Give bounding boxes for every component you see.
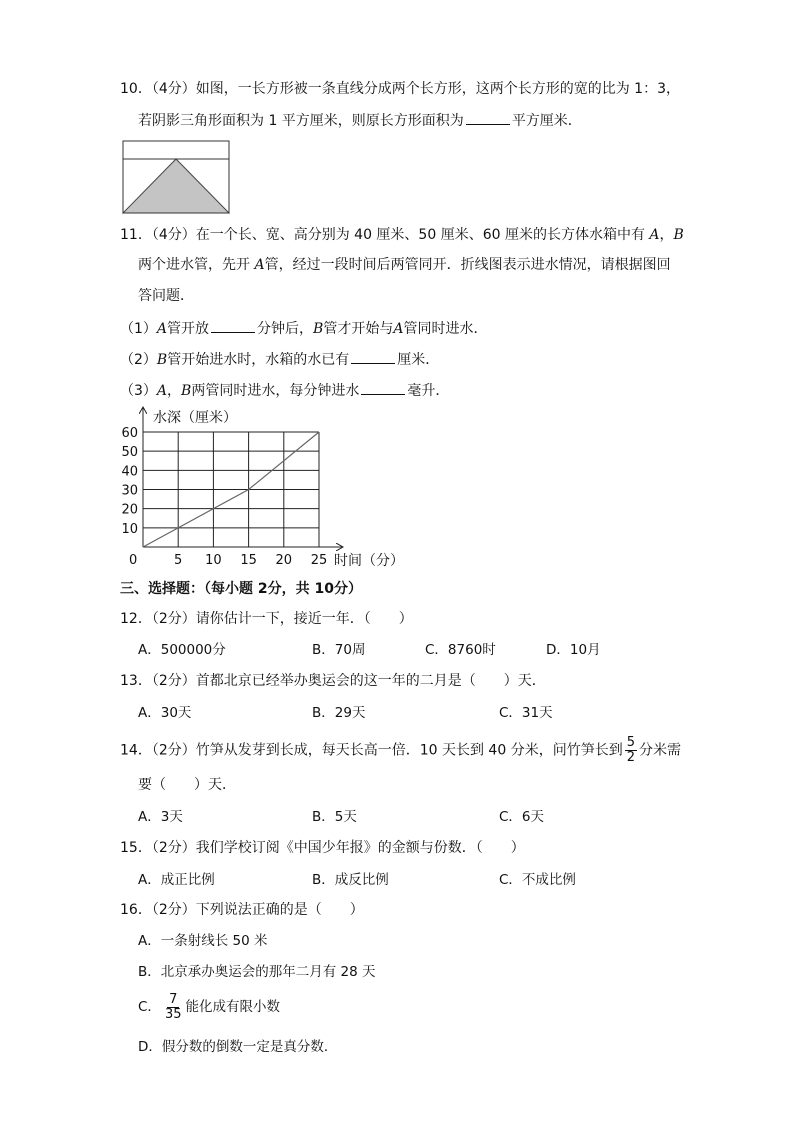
y-tick-label: 30: [121, 483, 138, 499]
sep: ，: [167, 383, 182, 399]
q10-rectangle-figure: [122, 140, 232, 215]
sub1-text: 管开放: [167, 321, 210, 337]
q16-option-c[interactable]: [138, 990, 280, 1024]
q11-line1-text: 11．（4分）在一个长、宽、高分别为 40 厘米、50 厘米、60 厘米的长方体水箱中有: [120, 227, 650, 243]
q16-option-a[interactable]: A．一条射线长 50 米: [138, 933, 268, 949]
q10-unit: 平方厘米．: [511, 113, 582, 129]
sub3-text: 两管同时进水，每分钟进水: [191, 383, 360, 399]
q11-sub1: [120, 318, 487, 338]
pipe-b: B: [673, 227, 684, 243]
q14-stem-text2: 分米需: [638, 742, 681, 759]
x-tick-label: 20: [275, 553, 293, 568]
sub2-text: 管开始进水时，水箱的水已有: [167, 352, 350, 368]
q14-stem-cont: 要（ ）天．: [138, 777, 236, 793]
q14-stem-text: 14．（2分）竹笋从发芽到长成，每天长高一倍．10 天长到 40 分米，问竹笋长到: [120, 742, 623, 759]
y-tick-label: 40: [121, 464, 138, 480]
sub1-text2: 分钟后，: [257, 321, 314, 337]
pipe-b: B: [156, 352, 168, 368]
section3-note: （每小题 2分，共 10分）: [204, 581, 362, 597]
q12-option-b[interactable]: B．70周: [312, 642, 366, 658]
pipe-a: A: [156, 383, 168, 399]
chart-grid: [143, 432, 319, 547]
q16-c-prefix: C．: [138, 999, 161, 1015]
y-tick-label: 10: [121, 521, 138, 537]
pipe-a: A: [156, 321, 168, 337]
sub1-text4: 管同时进水．: [403, 321, 488, 337]
q11-line1: [120, 226, 684, 244]
q16-option-b[interactable]: B．北京承办奥运会的那年二月有 28 天: [138, 964, 376, 980]
q16-option-d[interactable]: D．假分数的倒数一定是真分数．: [138, 1039, 338, 1055]
q16-c-fraction: [163, 993, 184, 1022]
sub3-num: （3）: [120, 383, 157, 399]
pipe-b: B: [181, 383, 192, 399]
q11-sub1-blank[interactable]: [211, 318, 255, 333]
q11-line2-rest: 管，经过一段时间后两管同开．折线图表示进水情况，请根据图回: [264, 257, 671, 273]
sub1-text3: 管才开始与: [323, 321, 394, 337]
pipe-b: B: [313, 321, 324, 337]
q16-c-text: 能化成有限小数: [185, 999, 280, 1015]
q11-sub2-blank[interactable]: [351, 349, 395, 364]
q15-option-b[interactable]: B．成反比例: [312, 872, 389, 888]
x-tick-label: 10: [205, 553, 222, 568]
q10-line2-text: 若阴影三角形面积为 1 平方厘米，则原长方形面积为: [138, 113, 464, 129]
x-tick-label: 25: [310, 553, 328, 568]
q11-sub3-blank[interactable]: [361, 380, 405, 395]
section3-title: 三、选择题：: [120, 581, 204, 597]
q14-stem: [120, 736, 681, 765]
sep: ，: [659, 227, 674, 243]
sub3-unit: 毫升．: [407, 383, 450, 399]
sub1-num: （1）: [120, 321, 157, 337]
q14-option-b[interactable]: B．5天: [312, 809, 357, 825]
q16-stem: 16．（2分）下列说法正确的是（ ）: [120, 902, 364, 918]
q12-option-c[interactable]: C．8760时: [425, 642, 496, 658]
q12-stem: 12．（2分）请你估计一下，接近一年．（ ）: [120, 611, 413, 627]
q15-stem: 15．（2分）我们学校订阅《中国少年报》的金额与份数．（ ）: [120, 840, 525, 856]
q12-option-a[interactable]: A．500000分: [138, 642, 226, 658]
y-tick-label: 50: [121, 445, 138, 461]
pipe-a: A: [649, 227, 660, 243]
sub2-unit: 厘米．: [397, 352, 440, 368]
q13-option-c[interactable]: C．31天: [499, 705, 553, 721]
q11-sub3: [120, 380, 449, 400]
q15-option-c[interactable]: C．不成比例: [499, 872, 576, 888]
q11-line3: 答问题．: [138, 288, 194, 304]
q10-line2: [138, 110, 582, 130]
section3-heading: [120, 580, 362, 598]
q10-line1: 10．（4分）如图，一长方形被一条直线分成两个长方形，这两个长方形的宽的比为 1：3，: [120, 81, 680, 97]
shaded-triangle: [123, 159, 229, 213]
q15-option-a[interactable]: A．成正比例: [138, 872, 215, 888]
x-axis-label: 时间（分）: [334, 553, 404, 569]
q11-sub2: [120, 349, 439, 369]
y-tick-label: 60: [121, 426, 138, 441]
fraction-numerator: 7: [169, 991, 178, 1007]
origin-label: 0: [129, 553, 138, 568]
y-tick-label: 20: [121, 502, 138, 518]
q11-line2: [138, 256, 671, 274]
q13-option-b[interactable]: B．29天: [312, 705, 366, 721]
q14-option-c[interactable]: C．6天: [499, 809, 545, 825]
q14-fraction: [625, 736, 637, 765]
x-tick-label: 5: [174, 553, 183, 568]
pipe-a: A: [254, 257, 265, 273]
fraction-numerator: 5: [626, 735, 635, 750]
q13-stem: 13．（2分）首都北京已经举办奥运会的这一年的二月是（ ）天．: [120, 673, 546, 689]
q14-option-a[interactable]: A．3天: [138, 809, 183, 825]
q13-option-a[interactable]: A．30天: [138, 705, 192, 721]
x-tick-label: 15: [240, 553, 257, 568]
y-axis-label: 水深（厘米）: [153, 410, 237, 426]
q12-option-d[interactable]: D．10月: [546, 642, 601, 658]
q11-line2-text: 两个进水管，先开: [138, 257, 255, 273]
q10-answer-blank[interactable]: [466, 110, 510, 125]
sub2-num: （2）: [120, 352, 157, 368]
fraction-denominator: 2: [626, 750, 635, 765]
fraction-denominator: 35: [164, 1006, 182, 1022]
pipe-a: A: [393, 321, 404, 337]
water-depth-line-chart: [110, 402, 420, 574]
